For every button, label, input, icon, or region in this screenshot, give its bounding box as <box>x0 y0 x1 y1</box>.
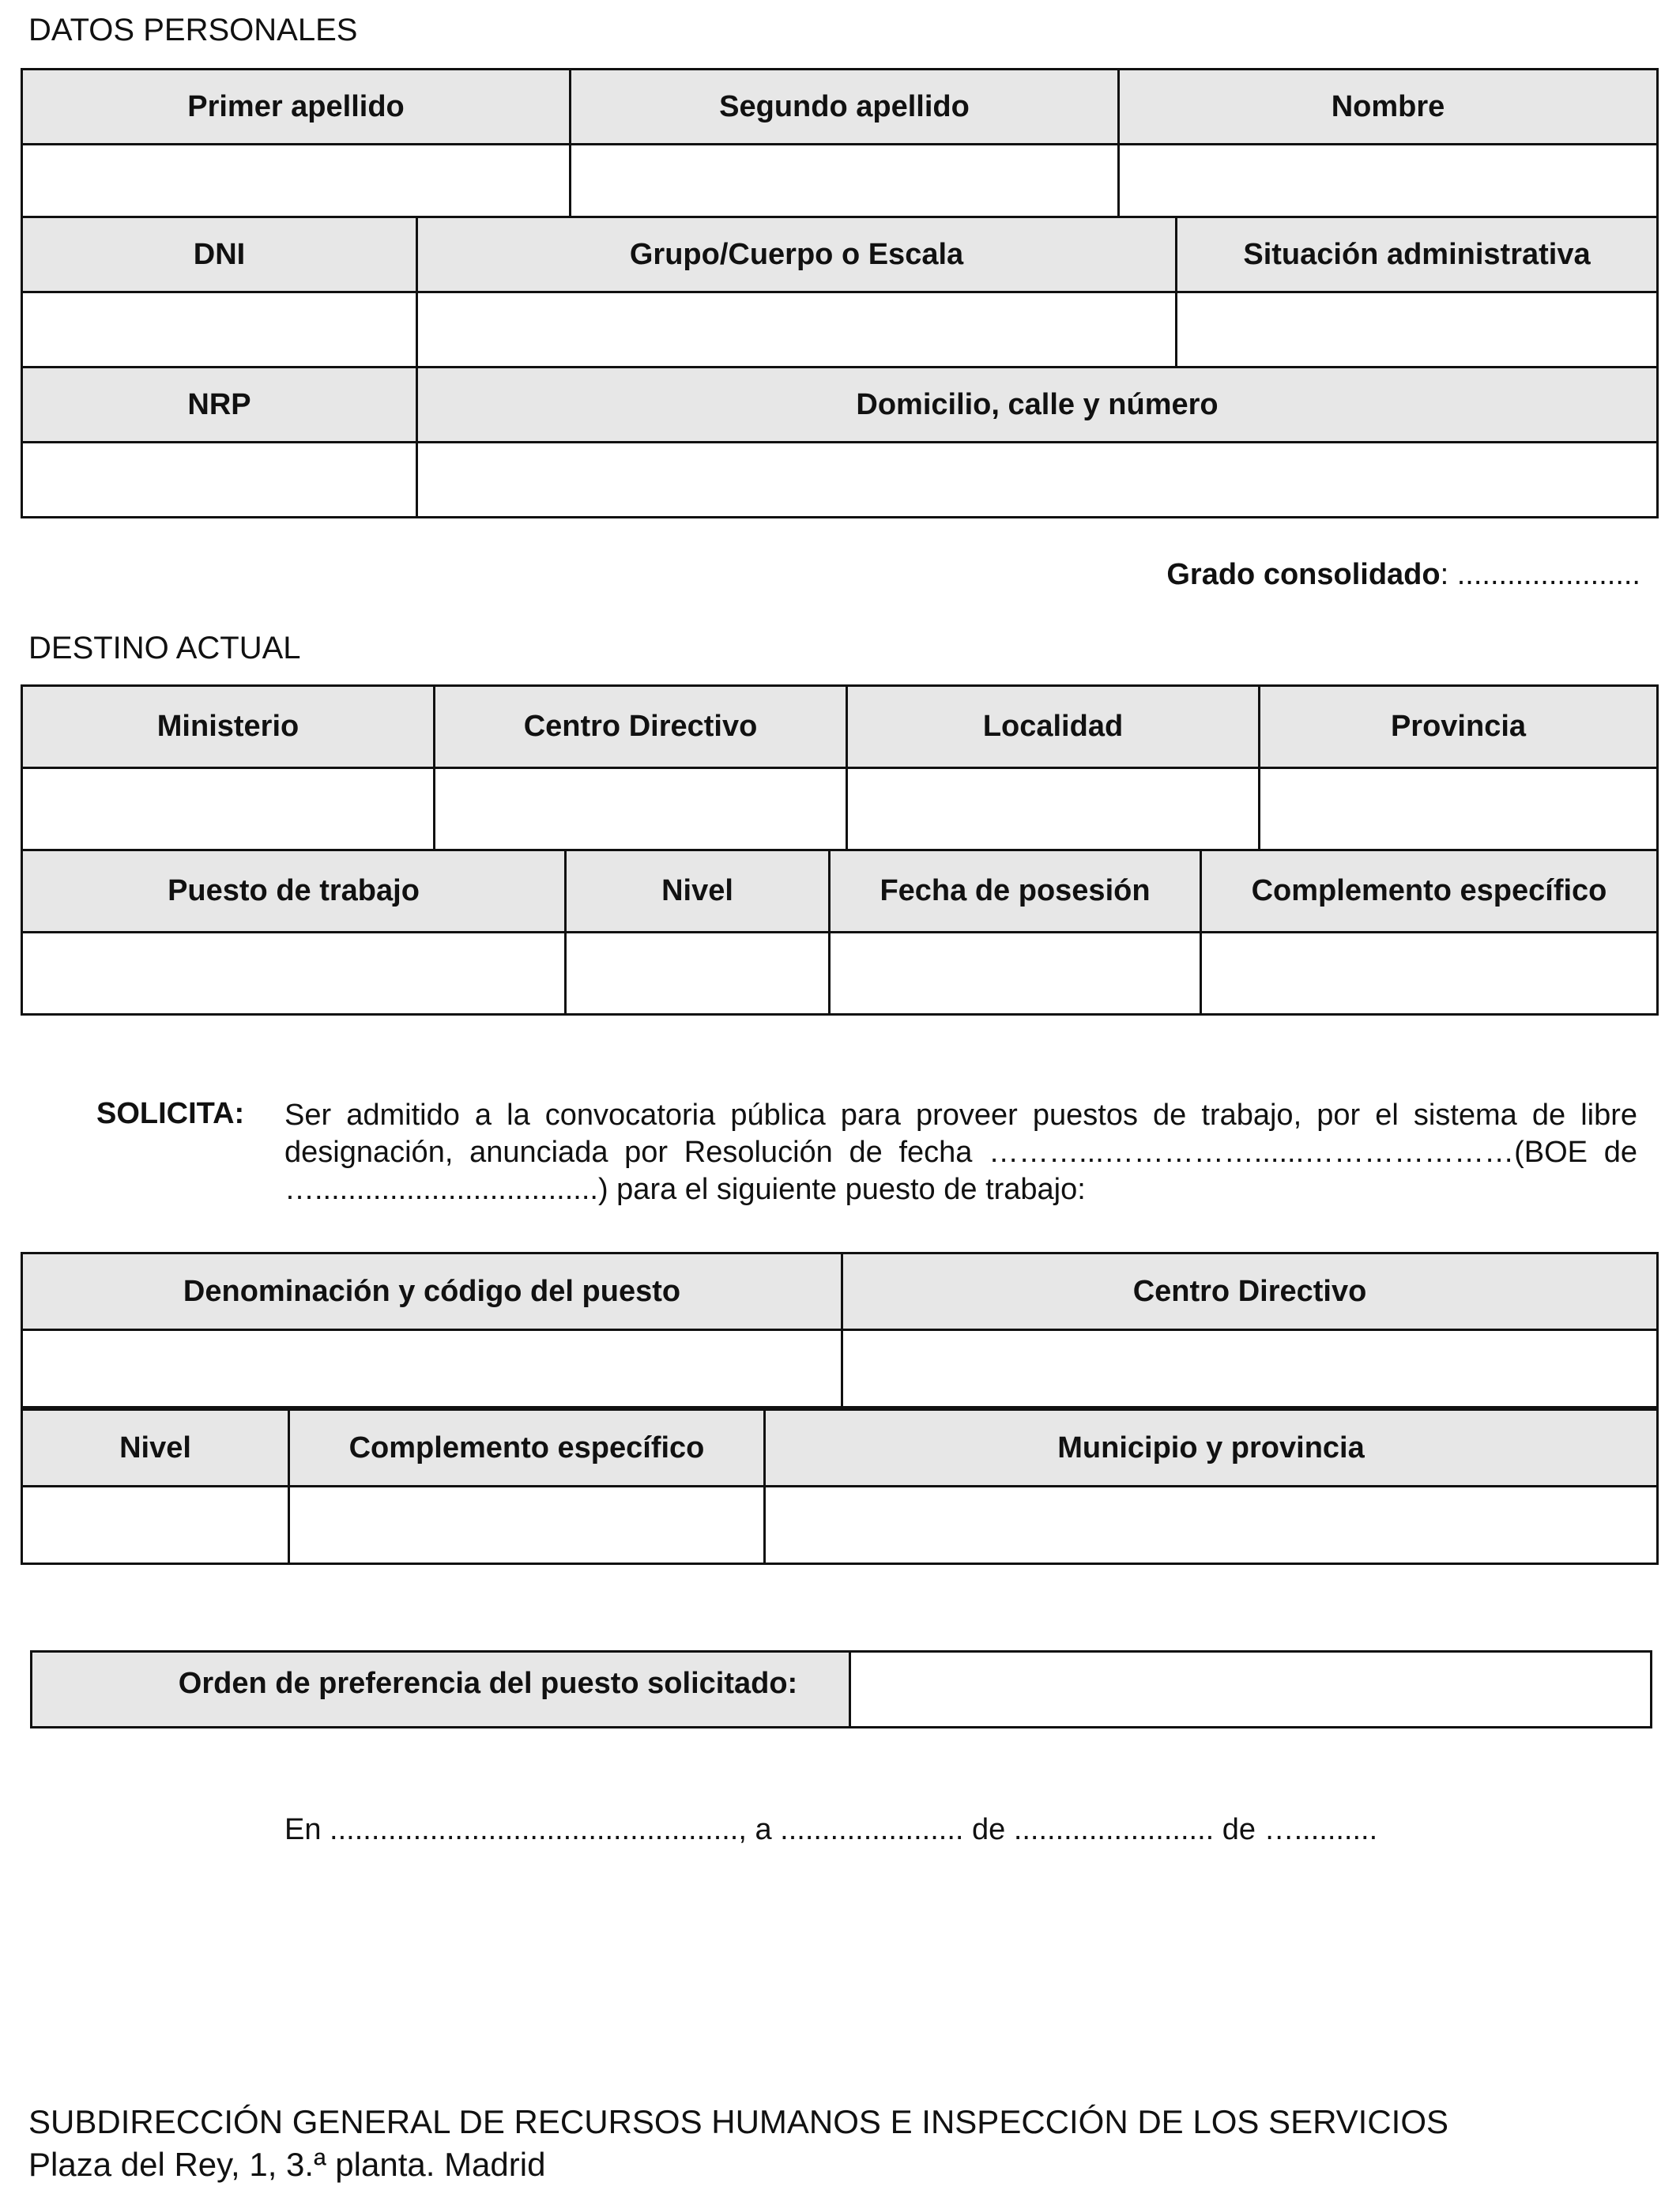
grado-consolidado-label: Grado consolidado <box>1166 558 1441 591</box>
destino-actual-table-2 <box>21 849 1659 1016</box>
field-segundo-apellido[interactable] <box>571 145 1119 220</box>
field-grupo-cuerpo[interactable] <box>417 292 1177 368</box>
header-denominacion-codigo: Denominación y código del puesto <box>22 1253 842 1330</box>
field-complemento-especifico[interactable] <box>1201 933 1658 1015</box>
header-fecha-de-posesion: Fecha de posesión <box>830 850 1201 933</box>
field-provincia[interactable] <box>1260 768 1658 850</box>
field-primer-apellido[interactable] <box>22 145 571 220</box>
section-title-destino-actual: DESTINO ACTUAL <box>28 631 301 665</box>
header-segundo-apellido: Segundo apellido <box>571 70 1119 145</box>
footer-organismo: SUBDIRECCIÓN GENERAL DE RECURSOS HUMANOS E INSPECCIÓN DE LOS SERVICIOS <box>28 2103 1449 2140</box>
field-centro-directivo[interactable] <box>435 768 847 850</box>
header-ministerio: Ministerio <box>22 686 435 768</box>
header-puesto-nivel: Nivel <box>22 1410 289 1487</box>
datos-personales-table-3 <box>21 366 1659 518</box>
grado-consolidado-value[interactable]: : ...................... <box>1440 558 1640 591</box>
field-puesto-complemento[interactable] <box>289 1487 765 1564</box>
header-dni: DNI <box>22 217 417 292</box>
orden-preferencia-label: Orden de preferencia del puesto solicitado: <box>32 1652 850 1728</box>
header-puesto-centro-directivo: Centro Directivo <box>842 1253 1658 1330</box>
field-puesto-nivel[interactable] <box>22 1487 289 1564</box>
header-situacion-administrativa: Situación administrativa <box>1177 217 1658 292</box>
header-primer-apellido: Primer apellido <box>22 70 571 145</box>
header-nombre: Nombre <box>1119 70 1658 145</box>
header-complemento-especifico: Complemento específico <box>1201 850 1658 933</box>
puesto-solicitado-table-2 <box>21 1408 1659 1565</box>
header-nrp: NRP <box>22 368 417 443</box>
field-municipio-provincia[interactable] <box>765 1487 1658 1564</box>
section-title-datos-personales: DATOS PERSONALES <box>28 13 358 47</box>
solicita-label: SOLICITA: <box>96 1097 245 1130</box>
lugar-fecha-line: En ................................................., a ...................... de ........................ de ….......... <box>284 1813 1378 1846</box>
header-puesto-de-trabajo: Puesto de trabajo <box>22 850 566 933</box>
datos-personales-table-2 <box>21 216 1659 368</box>
field-denominacion-codigo[interactable] <box>22 1330 842 1408</box>
field-situacion-administrativa[interactable] <box>1177 292 1658 368</box>
field-fecha-de-posesion[interactable] <box>830 933 1201 1015</box>
destino-actual-table <box>21 684 1659 851</box>
field-ministerio[interactable] <box>22 768 435 850</box>
solicita-text: Ser admitido a la convocatoria pública para proveer puestos de trabajo, por el sistema de libre designación, anunciada por Resolución de fecha ………...……………......…………………(BOE de …..................................) para el siguiente puesto de trabajo: <box>284 1099 1637 1206</box>
field-nrp[interactable] <box>22 443 417 518</box>
orden-preferencia-table <box>30 1650 1652 1728</box>
puesto-solicitado-table <box>21 1252 1659 1408</box>
header-nivel: Nivel <box>566 850 830 933</box>
field-nivel[interactable] <box>566 933 830 1015</box>
header-municipio-provincia: Municipio y provincia <box>765 1410 1658 1487</box>
field-puesto-de-trabajo[interactable] <box>22 933 566 1015</box>
footer-direccion: Plaza del Rey, 1, 3.ª planta. Madrid <box>28 2146 546 2183</box>
field-localidad[interactable] <box>847 768 1260 850</box>
grado-consolidado <box>1166 558 1640 592</box>
header-puesto-complemento: Complemento específico <box>289 1410 765 1487</box>
field-domicilio[interactable] <box>417 443 1658 518</box>
datos-personales-table <box>21 68 1659 221</box>
field-dni[interactable] <box>22 292 417 368</box>
field-nombre[interactable] <box>1119 145 1658 220</box>
header-provincia: Provincia <box>1260 686 1658 768</box>
header-localidad: Localidad <box>847 686 1260 768</box>
header-centro-directivo: Centro Directivo <box>435 686 847 768</box>
field-puesto-centro-directivo[interactable] <box>842 1330 1658 1408</box>
header-grupo-cuerpo: Grupo/Cuerpo o Escala <box>417 217 1177 292</box>
header-domicilio: Domicilio, calle y número <box>417 368 1658 443</box>
field-orden-preferencia[interactable] <box>850 1652 1652 1728</box>
